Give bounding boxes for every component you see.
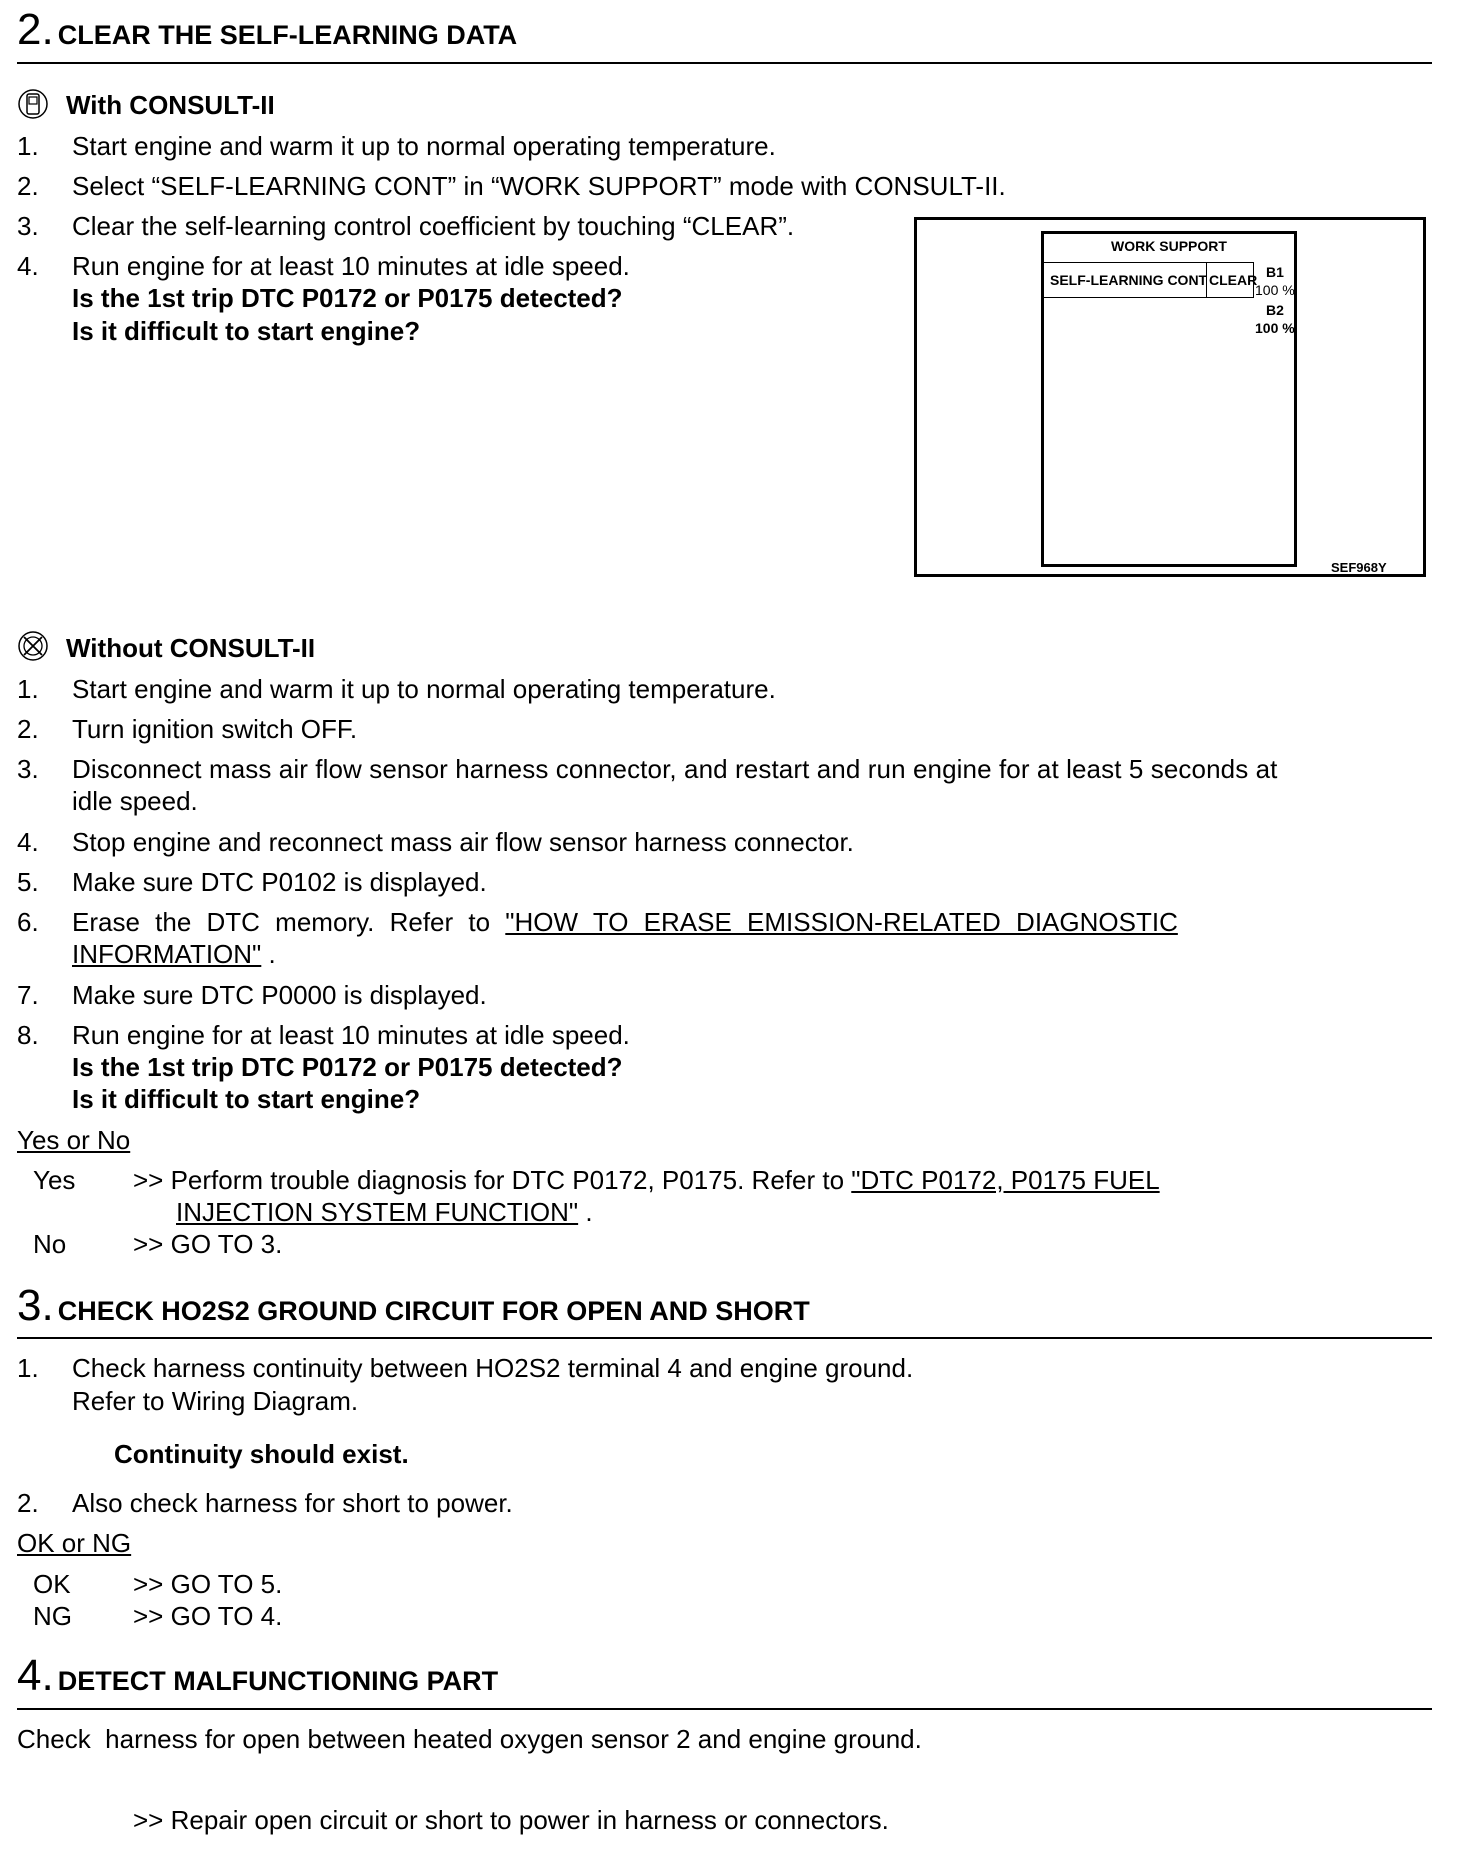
step-2-heading xyxy=(17,5,518,54)
result-label: Yes or No xyxy=(17,1125,131,1155)
item-number: 3. xyxy=(17,754,39,784)
item-number: 1. xyxy=(17,1353,39,1383)
consult-screen xyxy=(1041,231,1297,567)
list-item: Run engine for at least 10 minutes at idle speed. xyxy=(72,251,630,281)
screen-title: WORK SUPPORT xyxy=(1111,238,1227,254)
item-number: 1. xyxy=(17,674,39,704)
item-number: 3. xyxy=(17,211,39,241)
yes-action-continued xyxy=(176,1197,593,1227)
no-label: No xyxy=(33,1229,67,1259)
no-action: >> GO TO 3. xyxy=(133,1229,283,1259)
spec-note: Continuity should exist. xyxy=(114,1439,409,1469)
check-text: Check harness for open between heated oxygen sensor 2 and engine ground. xyxy=(17,1724,922,1754)
list-item: Make sure DTC P0102 is displayed. xyxy=(72,867,487,897)
clear-button[interactable] xyxy=(1206,262,1258,298)
item-number: 6. xyxy=(17,907,39,937)
ng-label: NG xyxy=(33,1601,72,1631)
question: Is it difficult to start engine? xyxy=(72,316,421,346)
self-learning-cont-cell xyxy=(1044,262,1207,298)
item-number: 8. xyxy=(17,1020,39,1050)
list-item-continued: idle speed. xyxy=(72,786,198,816)
list-item: Also check harness for short to power. xyxy=(72,1488,513,1518)
step-number: 2. xyxy=(17,5,54,54)
dtc-p0172-link-continued[interactable]: INJECTION SYSTEM FUNCTION" xyxy=(176,1197,579,1227)
consult-icon xyxy=(17,88,49,120)
list-item: Start engine and warm it up to normal operating temperature. xyxy=(72,674,776,704)
list-item xyxy=(72,907,1178,937)
list-item-continued xyxy=(72,939,276,969)
item-number: 2. xyxy=(17,1488,39,1518)
yes-action xyxy=(133,1165,1160,1195)
list-item: Check harness continuity between HO2S2 terminal 4 and engine ground. xyxy=(72,1353,914,1383)
item-number: 4. xyxy=(17,251,39,281)
dtc-p0172-link[interactable]: "DTC P0172, P0175 FUEL xyxy=(851,1165,1160,1195)
question: Is the 1st trip DTC P0172 or P0175 detected? xyxy=(72,283,623,313)
list-item: Disconnect mass air flow sensor harness connector, and restart and run engine for at least 5 seconds at xyxy=(72,754,1278,784)
erase-dtc-link-continued[interactable]: INFORMATION" xyxy=(72,939,262,969)
ok-label: OK xyxy=(33,1569,71,1599)
item-number: 5. xyxy=(17,867,39,897)
step-3-heading xyxy=(17,1281,810,1330)
clear-label: CLEAR xyxy=(1209,272,1258,288)
yes-label: Yes xyxy=(33,1165,76,1195)
ok-action: >> GO TO 5. xyxy=(133,1569,283,1599)
item-text: Erase the DTC memory. Refer to xyxy=(72,907,506,937)
list-item: Make sure DTC P0000 is displayed. xyxy=(72,980,487,1010)
list-item: Stop engine and reconnect mass air flow sensor harness connector. xyxy=(72,827,854,857)
item-number: 7. xyxy=(17,980,39,1010)
work-support-figure xyxy=(914,217,1426,577)
erase-dtc-link[interactable]: "HOW TO ERASE EMISSION-RELATED DIAGNOSTIC xyxy=(505,907,1178,937)
step-title: DETECT MALFUNCTIONING PART xyxy=(57,1666,499,1696)
item-number: 4. xyxy=(17,827,39,857)
action-text: >> Perform trouble diagnosis for DTC P0172, P0175. Refer to xyxy=(133,1165,852,1195)
divider xyxy=(17,1708,1432,1710)
item-number: 2. xyxy=(17,171,39,201)
question: Is the 1st trip DTC P0172 or P0175 detected? xyxy=(72,1052,623,1082)
list-item: Clear the self-learning control coefficient by touching “CLEAR”. xyxy=(72,211,795,241)
result-label: OK or NG xyxy=(17,1528,132,1558)
step-title: CLEAR THE SELF-LEARNING DATA xyxy=(57,20,518,50)
step-title: CHECK HO2S2 GROUND CIRCUIT FOR OPEN AND SHORT xyxy=(57,1296,810,1326)
b1-label: B1 xyxy=(1266,264,1284,280)
b2-value: 100 % xyxy=(1255,320,1295,336)
without-consult-label: Without CONSULT-II xyxy=(66,633,316,663)
step-number: 3. xyxy=(17,1281,54,1330)
step-number: 4. xyxy=(17,1651,54,1700)
repair-action: >> Repair open circuit or short to power in harness or connectors. xyxy=(133,1805,889,1835)
b2-label: B2 xyxy=(1266,302,1284,318)
question: Is it difficult to start engine? xyxy=(72,1084,421,1114)
list-item: Select “SELF-LEARNING CONT” in “WORK SUPPORT” mode with CONSULT-II. xyxy=(72,171,1006,201)
punctuation: . xyxy=(261,939,276,969)
with-consult-label: With CONSULT-II xyxy=(66,90,275,120)
item-number: 2. xyxy=(17,714,39,744)
list-item: Start engine and warm it up to normal operating temperature. xyxy=(72,131,776,161)
no-consult-icon xyxy=(17,630,49,662)
ng-action: >> GO TO 4. xyxy=(133,1601,283,1631)
punctuation: . xyxy=(578,1197,593,1227)
step-4-heading xyxy=(17,1651,499,1700)
list-item-continued: Refer to Wiring Diagram. xyxy=(72,1386,359,1416)
list-item: Run engine for at least 10 minutes at idle speed. xyxy=(72,1020,630,1050)
b1-value: 100 % xyxy=(1255,282,1295,298)
list-item: Turn ignition switch OFF. xyxy=(72,714,358,744)
figure-code: SEF968Y xyxy=(1331,560,1387,575)
divider xyxy=(17,1337,1432,1339)
item-number: 1. xyxy=(17,131,39,161)
divider xyxy=(17,62,1432,64)
item-label: SELF-LEARNING CONT xyxy=(1050,272,1208,288)
